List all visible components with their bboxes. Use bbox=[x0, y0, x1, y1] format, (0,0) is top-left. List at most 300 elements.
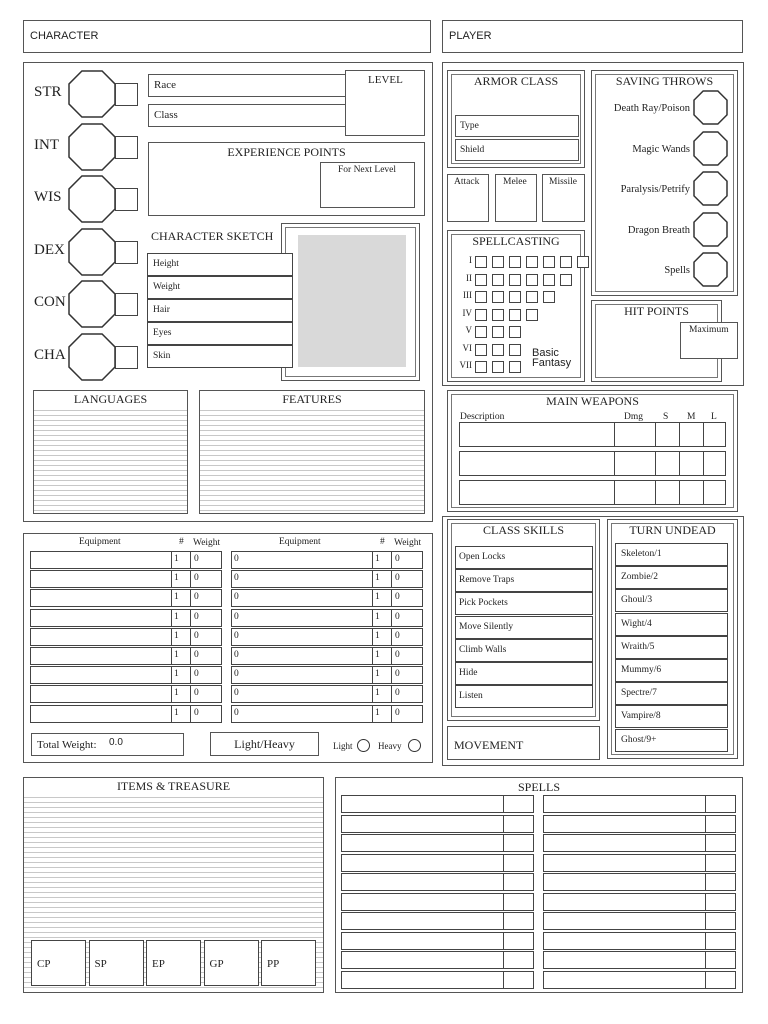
class-skills-title: CLASS SKILLS bbox=[482, 523, 565, 537]
turn-undead-row[interactable] bbox=[615, 543, 728, 566]
equipment-count-field-left[interactable] bbox=[171, 589, 191, 607]
saving-throw-score[interactable] bbox=[693, 131, 728, 166]
turn-undead-row[interactable] bbox=[615, 589, 728, 612]
race-field[interactable] bbox=[148, 74, 350, 97]
weapon-m-field[interactable] bbox=[679, 422, 704, 447]
spell-prepared-field[interactable] bbox=[503, 873, 534, 891]
ability-label-con: CON bbox=[34, 294, 66, 310]
equipment-weight-field-left[interactable] bbox=[190, 685, 222, 703]
equipment-weight-value: 0 bbox=[194, 650, 199, 660]
equipment-weight-field-left[interactable] bbox=[190, 628, 222, 646]
weapon-l-header: L bbox=[711, 412, 717, 422]
equipment-count-field-left[interactable] bbox=[171, 628, 191, 646]
spell-name-field[interactable] bbox=[341, 893, 504, 911]
total-weight-label: Total Weight: bbox=[37, 739, 97, 751]
equipment-count-field-right[interactable] bbox=[372, 609, 392, 627]
equipment-weight-field-right[interactable] bbox=[391, 685, 423, 703]
features-title: FEATURES bbox=[200, 392, 424, 407]
equipment-name-field-right[interactable] bbox=[231, 647, 373, 665]
equipment-weight-field-left[interactable] bbox=[190, 551, 222, 569]
spell-name-field[interactable] bbox=[543, 932, 706, 950]
sketch-row-label: Eyes bbox=[153, 328, 172, 338]
main-weapons-title: MAIN WEAPONS bbox=[546, 394, 639, 408]
ability-score-wis[interactable] bbox=[68, 175, 116, 223]
spell-prepared-field[interactable] bbox=[705, 815, 736, 833]
level-label: LEVEL bbox=[368, 74, 403, 86]
spell-slot-checkbox[interactable] bbox=[526, 256, 538, 268]
heavy-radio[interactable] bbox=[408, 739, 421, 752]
turn-undead-row[interactable] bbox=[615, 705, 728, 728]
weapon-m-field[interactable] bbox=[679, 451, 704, 476]
spell-prepared-field[interactable] bbox=[705, 795, 736, 813]
character-sketch-title: CHARACTER SKETCH bbox=[151, 229, 274, 243]
spell-prepared-field[interactable] bbox=[705, 893, 736, 911]
next-level-label: For Next Level bbox=[338, 165, 397, 175]
ability-modifier-cha[interactable] bbox=[115, 346, 138, 369]
equipment-weight-value: 0 bbox=[395, 573, 400, 584]
coin-field-ep[interactable] bbox=[146, 940, 201, 986]
weapon-m-header: M bbox=[687, 412, 696, 422]
ability-label-dex: DEX bbox=[34, 241, 65, 258]
weapon-s-field[interactable] bbox=[655, 480, 680, 505]
equipment-name-field-right[interactable] bbox=[231, 589, 373, 607]
experience-points-box bbox=[148, 142, 425, 216]
equipment-weight-field-left[interactable] bbox=[190, 705, 222, 723]
equipment-weight-field-left[interactable] bbox=[190, 589, 222, 607]
spell-slot-checkbox[interactable] bbox=[509, 274, 521, 286]
spell-slot-checkbox[interactable] bbox=[509, 344, 521, 356]
spell-slot-checkbox[interactable] bbox=[509, 326, 521, 338]
spell-prepared-field[interactable] bbox=[503, 932, 534, 950]
spell-level-label: V bbox=[465, 325, 472, 335]
equipment-count-field-right[interactable] bbox=[372, 570, 392, 588]
class-skill-row[interactable] bbox=[455, 639, 593, 662]
ability-label-int: INT bbox=[34, 136, 59, 153]
melee-label: Melee bbox=[503, 177, 527, 187]
spell-prepared-field[interactable] bbox=[503, 971, 534, 989]
equipment-weight-field-left[interactable] bbox=[190, 647, 222, 665]
weapon-description-field[interactable] bbox=[459, 451, 615, 476]
spell-name-field[interactable] bbox=[543, 912, 706, 930]
coin-label: CP bbox=[37, 958, 51, 970]
ability-modifier-str[interactable] bbox=[115, 83, 138, 106]
saving-throw-label: Magic Wands bbox=[632, 143, 690, 155]
equipment-count-field-left[interactable] bbox=[171, 685, 191, 703]
spell-slot-checkbox[interactable] bbox=[492, 309, 504, 321]
equipment-count-field-right[interactable] bbox=[372, 589, 392, 607]
weapon-dmg-field[interactable] bbox=[614, 422, 656, 447]
equipment-weight-value: 0 bbox=[194, 707, 199, 718]
weapon-dmg-field[interactable] bbox=[614, 480, 656, 505]
equipment-count-field-right[interactable] bbox=[372, 551, 392, 569]
equipment-count-value: 1 bbox=[375, 650, 380, 660]
equipment-weight-field-right[interactable] bbox=[391, 589, 423, 607]
spell-slot-checkbox[interactable] bbox=[577, 256, 589, 268]
count-header-right: # bbox=[380, 537, 385, 547]
equipment-count-field-left[interactable] bbox=[171, 666, 191, 684]
spell-level-label: VI bbox=[462, 342, 472, 353]
turn-undead-label: Mummy/6 bbox=[621, 665, 662, 675]
ability-label-str: STR bbox=[34, 84, 62, 100]
spell-name-field[interactable] bbox=[543, 815, 706, 833]
equipment-weight-value: 0 bbox=[194, 630, 199, 641]
spell-slot-checkbox[interactable] bbox=[475, 309, 487, 321]
attack-label: Attack bbox=[454, 177, 480, 187]
saving-throw-label: Dragon Breath bbox=[627, 224, 690, 236]
armor-class-box bbox=[447, 70, 585, 168]
saving-throw-score[interactable] bbox=[693, 252, 728, 287]
equipment-count-field-left[interactable] bbox=[171, 647, 191, 665]
coin-field-pp[interactable] bbox=[261, 940, 316, 986]
spell-slot-checkbox[interactable] bbox=[492, 344, 504, 356]
spell-slot-checkbox[interactable] bbox=[492, 326, 504, 338]
ability-modifier-int[interactable] bbox=[115, 136, 138, 159]
coin-label: GP bbox=[209, 958, 224, 970]
equipment-weight-field-right[interactable] bbox=[391, 609, 423, 627]
spell-prepared-field[interactable] bbox=[705, 834, 736, 852]
weapon-s-field[interactable] bbox=[655, 451, 680, 476]
spell-slot-checkbox[interactable] bbox=[475, 326, 487, 338]
saving-throw-score[interactable] bbox=[693, 212, 728, 247]
equipment-weight-value: 0 bbox=[194, 688, 199, 699]
missile-bonus-field[interactable] bbox=[542, 174, 585, 222]
equipment-weight-field-right[interactable] bbox=[391, 570, 423, 588]
equipment-count-value: 1 bbox=[174, 630, 179, 641]
spell-name-field[interactable] bbox=[543, 971, 706, 989]
equipment-count-value: 1 bbox=[375, 688, 380, 699]
sketch-row-eyes[interactable] bbox=[147, 322, 293, 345]
sketch-row-label: Height bbox=[153, 259, 179, 269]
weapon-s-field[interactable] bbox=[655, 422, 680, 447]
spell-name-field[interactable] bbox=[341, 971, 504, 989]
weapon-m-field[interactable] bbox=[679, 480, 704, 505]
coin-field-gp[interactable] bbox=[204, 940, 259, 986]
load-status-label: Light/Heavy bbox=[234, 737, 295, 751]
class-skill-row[interactable] bbox=[455, 592, 593, 615]
spell-slot-checkbox[interactable] bbox=[526, 291, 538, 303]
equipment-weight-value: 0 bbox=[395, 630, 400, 641]
equipment-name-field-left[interactable] bbox=[30, 628, 172, 646]
equipment-name-value: 0 bbox=[234, 554, 239, 564]
class-skill-label: Remove Traps bbox=[459, 575, 515, 586]
spell-slot-checkbox[interactable] bbox=[475, 274, 487, 286]
spell-name-field[interactable] bbox=[543, 834, 706, 852]
heavy-label: Heavy bbox=[378, 741, 402, 751]
class-skill-label: Hide bbox=[459, 668, 478, 678]
weapon-l-field[interactable] bbox=[703, 451, 726, 476]
equipment-count-value: 1 bbox=[174, 650, 179, 660]
weapon-l-field[interactable] bbox=[703, 480, 726, 505]
ability-score-dex[interactable] bbox=[68, 228, 116, 276]
spell-slot-checkbox[interactable] bbox=[492, 256, 504, 268]
equipment-name-field-left[interactable] bbox=[30, 666, 172, 684]
spell-slot-checkbox[interactable] bbox=[509, 291, 521, 303]
weapon-description-field[interactable] bbox=[459, 480, 615, 505]
equipment-name-value: 0 bbox=[234, 592, 239, 603]
load-status-field[interactable] bbox=[210, 732, 319, 756]
equipment-count-value: 1 bbox=[375, 630, 380, 641]
equipment-name-field-left[interactable] bbox=[30, 589, 172, 607]
equipment-weight-value: 0 bbox=[395, 650, 400, 660]
equipment-count-field-left[interactable] bbox=[171, 570, 191, 588]
total-weight-field[interactable] bbox=[31, 733, 184, 756]
saving-throws-title: SAVING THROWS bbox=[615, 74, 714, 88]
spell-prepared-field[interactable] bbox=[503, 795, 534, 813]
light-label: Light bbox=[333, 741, 353, 751]
spell-slot-checkbox[interactable] bbox=[492, 361, 504, 373]
spell-name-field[interactable] bbox=[341, 951, 504, 969]
spell-slot-checkbox[interactable] bbox=[492, 274, 504, 286]
ability-label-wis: WIS bbox=[34, 189, 62, 205]
equipment-name-field-right[interactable] bbox=[231, 551, 373, 569]
ability-score-con[interactable] bbox=[68, 280, 116, 328]
turn-undead-label: Skeleton/1 bbox=[621, 549, 662, 559]
equipment-weight-field-right[interactable] bbox=[391, 666, 423, 684]
weight-header-right: Weight bbox=[394, 538, 422, 548]
attack-bonus-field[interactable] bbox=[447, 174, 489, 222]
class-skill-row[interactable] bbox=[455, 662, 593, 685]
class-skill-row[interactable] bbox=[455, 569, 593, 592]
spell-name-field[interactable] bbox=[341, 932, 504, 950]
spell-slot-checkbox[interactable] bbox=[543, 291, 555, 303]
spell-level-label: IV bbox=[462, 307, 472, 318]
sketch-row-label: Skin bbox=[153, 351, 171, 361]
spell-slot-checkbox[interactable] bbox=[475, 361, 487, 373]
light-radio[interactable] bbox=[357, 739, 370, 752]
equipment-count-value: 1 bbox=[174, 707, 179, 718]
equipment-weight-value: 0 bbox=[194, 592, 199, 603]
coin-field-cp[interactable] bbox=[31, 940, 86, 986]
race-label: Race bbox=[154, 79, 176, 91]
movement-field[interactable] bbox=[447, 726, 600, 760]
armor-type-field[interactable] bbox=[455, 115, 579, 137]
spell-prepared-field[interactable] bbox=[503, 912, 534, 930]
equipment-name-field-left[interactable] bbox=[30, 551, 172, 569]
spell-slot-checkbox[interactable] bbox=[492, 291, 504, 303]
turn-undead-row[interactable] bbox=[615, 636, 728, 659]
sketch-row-label: Weight bbox=[153, 282, 181, 292]
spells-title: SPELLS bbox=[517, 780, 560, 794]
equipment-name-field-right[interactable] bbox=[231, 666, 373, 684]
spell-name-field[interactable] bbox=[341, 815, 504, 833]
equipment-name-value: 0 bbox=[234, 669, 239, 680]
character-sketch-frame bbox=[281, 223, 420, 381]
total-weight-value: 0.0 bbox=[109, 737, 123, 748]
equipment-name-field-right[interactable] bbox=[231, 609, 373, 627]
equipment-weight-field-right[interactable] bbox=[391, 628, 423, 646]
shield-label: Shield bbox=[460, 145, 485, 155]
equipment-name-field-left[interactable] bbox=[30, 570, 172, 588]
features-box[interactable] bbox=[199, 390, 425, 514]
player-name-field[interactable] bbox=[442, 20, 743, 53]
spell-slot-checkbox[interactable] bbox=[475, 344, 487, 356]
equipment-name-field-right[interactable] bbox=[231, 705, 373, 723]
movement-label: MOVEMENT bbox=[454, 738, 524, 752]
turn-undead-label: Ghoul/3 bbox=[621, 595, 653, 606]
languages-box[interactable] bbox=[33, 390, 188, 514]
spell-slot-checkbox[interactable] bbox=[509, 309, 521, 321]
spell-slot-checkbox[interactable] bbox=[560, 274, 572, 286]
character-sketch-area[interactable] bbox=[298, 235, 406, 367]
spell-prepared-field[interactable] bbox=[503, 815, 534, 833]
spell-slot-checkbox[interactable] bbox=[560, 256, 572, 268]
turn-undead-label: Ghost/9+ bbox=[621, 734, 657, 745]
equipment-name-field-left[interactable] bbox=[30, 705, 172, 723]
equipment-weight-field-left[interactable] bbox=[190, 666, 222, 684]
sketch-row-label: Hair bbox=[153, 305, 170, 315]
coin-field-sp[interactable] bbox=[89, 940, 144, 986]
equipment-count-field-right[interactable] bbox=[372, 666, 392, 684]
equipment-name-field-right[interactable] bbox=[231, 570, 373, 588]
turn-undead-row[interactable] bbox=[615, 682, 728, 705]
class-field[interactable] bbox=[148, 104, 350, 127]
equipment-count-value: 1 bbox=[375, 669, 380, 680]
sketch-row-skin[interactable] bbox=[147, 345, 293, 368]
equipment-count-field-right[interactable] bbox=[372, 647, 392, 665]
equipment-weight-field-right[interactable] bbox=[391, 705, 423, 723]
equipment-count-field-left[interactable] bbox=[171, 705, 191, 723]
spell-name-field[interactable] bbox=[341, 912, 504, 930]
weapon-dmg-field[interactable] bbox=[614, 451, 656, 476]
sketch-row-hair[interactable] bbox=[147, 299, 293, 322]
spell-slot-checkbox[interactable] bbox=[475, 256, 487, 268]
spell-name-field[interactable] bbox=[341, 834, 504, 852]
equipment-weight-field-right[interactable] bbox=[391, 647, 423, 665]
spell-prepared-field[interactable] bbox=[503, 834, 534, 852]
equipment-name-field-left[interactable] bbox=[30, 685, 172, 703]
spell-slot-checkbox[interactable] bbox=[526, 274, 538, 286]
spell-level-label: VII bbox=[459, 360, 472, 370]
class-skill-row[interactable] bbox=[455, 616, 593, 639]
class-skill-label: Pick Pockets bbox=[459, 598, 508, 609]
weapon-row bbox=[459, 422, 726, 447]
ability-score-int[interactable] bbox=[68, 123, 116, 171]
ability-score-str[interactable] bbox=[68, 70, 116, 118]
equipment-count-value: 1 bbox=[174, 611, 179, 622]
equipment-weight-field-left[interactable] bbox=[190, 570, 222, 588]
turn-undead-label: Spectre/7 bbox=[621, 688, 657, 699]
sketch-row-weight[interactable] bbox=[147, 276, 293, 299]
equipment-weight-value: 0 bbox=[194, 669, 199, 680]
equipment-count-field-right[interactable] bbox=[372, 628, 392, 646]
spell-prepared-field[interactable] bbox=[705, 873, 736, 891]
saving-throw-score[interactable] bbox=[693, 171, 728, 206]
weapon-dmg-header: Dmg bbox=[624, 412, 643, 422]
class-label: Class bbox=[154, 109, 178, 121]
spell-slot-checkbox[interactable] bbox=[475, 291, 487, 303]
missile-label: Missile bbox=[549, 177, 577, 187]
turn-undead-row[interactable] bbox=[615, 613, 728, 636]
hit-points-box bbox=[591, 300, 729, 382]
saving-throw-score[interactable] bbox=[693, 90, 728, 125]
equipment-count-field-right[interactable] bbox=[372, 705, 392, 723]
saving-throw-label: Paralysis/Petrify bbox=[620, 184, 690, 195]
spell-slot-checkbox[interactable] bbox=[526, 309, 538, 321]
spell-name-field[interactable] bbox=[543, 854, 706, 872]
equipment-count-value: 1 bbox=[174, 688, 179, 699]
equipment-weight-value: 0 bbox=[194, 611, 199, 622]
spell-name-field[interactable] bbox=[341, 795, 504, 813]
next-level-field[interactable] bbox=[320, 162, 415, 208]
shield-field[interactable] bbox=[455, 139, 579, 161]
equipment-name-field-right[interactable] bbox=[231, 628, 373, 646]
turn-undead-row[interactable] bbox=[615, 729, 728, 752]
weapon-l-field[interactable] bbox=[703, 422, 726, 447]
equipment-name-field-left[interactable] bbox=[30, 609, 172, 627]
class-skill-row[interactable] bbox=[455, 685, 593, 708]
level-field[interactable] bbox=[345, 70, 425, 136]
max-hp-field[interactable] bbox=[680, 322, 738, 359]
spell-prepared-field[interactable] bbox=[503, 951, 534, 969]
spell-prepared-field[interactable] bbox=[705, 932, 736, 950]
spell-prepared-field[interactable] bbox=[503, 893, 534, 911]
class-skill-label: Open Locks bbox=[459, 552, 506, 562]
equipment-name-field-right[interactable] bbox=[231, 685, 373, 703]
turn-undead-row[interactable] bbox=[615, 566, 728, 589]
spell-slot-checkbox[interactable] bbox=[509, 361, 521, 373]
spell-name-field[interactable] bbox=[543, 951, 706, 969]
spell-name-field[interactable] bbox=[341, 873, 504, 891]
coin-label: EP bbox=[152, 958, 165, 970]
spellcasting-title: SPELLCASTING bbox=[472, 234, 560, 248]
spell-prepared-field[interactable] bbox=[503, 854, 534, 872]
spell-name-field[interactable] bbox=[341, 854, 504, 872]
equipment-weight-field-left[interactable] bbox=[190, 609, 222, 627]
ability-modifier-con[interactable] bbox=[115, 293, 138, 316]
spell-prepared-field[interactable] bbox=[705, 971, 736, 989]
armor-type-label: Type bbox=[460, 121, 479, 131]
equipment-count-value: 1 bbox=[174, 573, 179, 584]
equipment-count-field-left[interactable] bbox=[171, 609, 191, 627]
weapon-description-field[interactable] bbox=[459, 422, 615, 447]
class-skill-row[interactable] bbox=[455, 546, 593, 569]
items-treasure-title: ITEMS & TREASURE bbox=[24, 779, 323, 794]
ability-modifier-wis[interactable] bbox=[115, 188, 138, 211]
spell-level-label: III bbox=[463, 290, 472, 300]
spell-prepared-field[interactable] bbox=[705, 854, 736, 872]
ability-score-cha[interactable] bbox=[68, 333, 116, 381]
weapon-s-header: S bbox=[663, 412, 669, 422]
equipment-weight-value: 0 bbox=[395, 707, 400, 718]
turn-undead-row[interactable] bbox=[615, 659, 728, 682]
ability-modifier-dex[interactable] bbox=[115, 241, 138, 264]
spell-slot-checkbox[interactable] bbox=[543, 256, 555, 268]
character-label: CHARACTER bbox=[30, 30, 99, 42]
melee-bonus-field[interactable] bbox=[495, 174, 537, 222]
equipment-count-field-left[interactable] bbox=[171, 551, 191, 569]
equipment-weight-value: 0 bbox=[395, 688, 400, 699]
spell-prepared-field[interactable] bbox=[705, 912, 736, 930]
equipment-count-value: 1 bbox=[174, 592, 179, 603]
spell-slot-checkbox[interactable] bbox=[543, 274, 555, 286]
spell-name-field[interactable] bbox=[543, 795, 706, 813]
equipment-weight-value: 0 bbox=[395, 592, 400, 603]
equipment-count-field-right[interactable] bbox=[372, 685, 392, 703]
equipment-weight-value: 0 bbox=[395, 554, 400, 564]
equipment-weight-field-right[interactable] bbox=[391, 551, 423, 569]
equipment-count-value: 1 bbox=[375, 554, 380, 564]
character-name-field[interactable] bbox=[23, 20, 431, 53]
equipment-name-value: 0 bbox=[234, 688, 239, 699]
spell-slot-checkbox[interactable] bbox=[509, 256, 521, 268]
spell-name-field[interactable] bbox=[543, 893, 706, 911]
equipment-name-field-left[interactable] bbox=[30, 647, 172, 665]
sketch-row-height[interactable] bbox=[147, 253, 293, 276]
spell-prepared-field[interactable] bbox=[705, 951, 736, 969]
spell-name-field[interactable] bbox=[543, 873, 706, 891]
equipment-name-value: 0 bbox=[234, 650, 239, 660]
weight-header-left: Weight bbox=[193, 538, 221, 548]
